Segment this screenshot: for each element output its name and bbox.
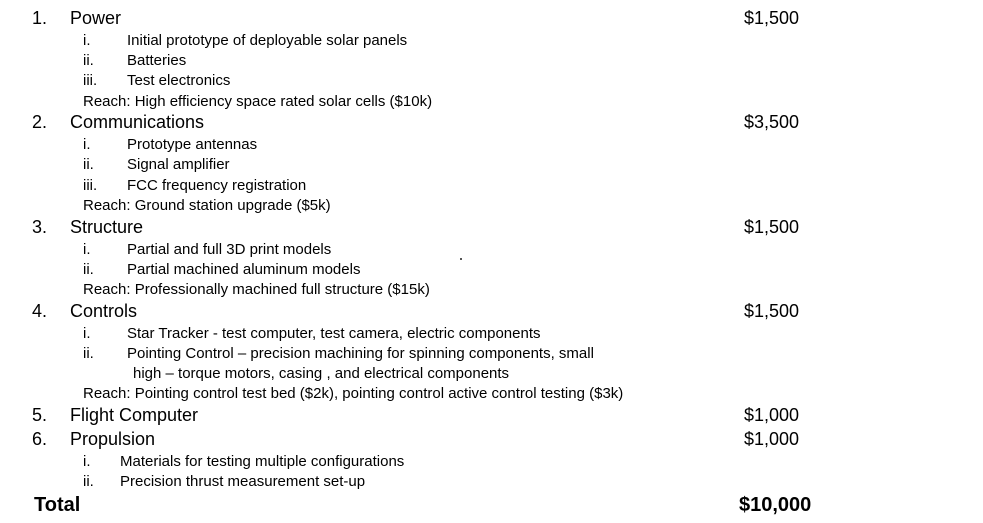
item-text: Initial prototype of deployable solar panels bbox=[127, 32, 408, 49]
item-text: Batteries bbox=[127, 52, 187, 69]
item-text: Prototype antennas bbox=[127, 136, 258, 153]
total-label: Total bbox=[34, 494, 81, 516]
stray-dot bbox=[460, 258, 462, 260]
item-text: Precision thrust measurement set-up bbox=[120, 473, 366, 490]
category-amount-propulsion: $1,000 bbox=[744, 429, 800, 449]
item-text: Pointing Control – precision machining for spinning components, small bbox=[127, 345, 594, 362]
item-text: Signal amplifier bbox=[127, 156, 230, 173]
category-number: 1. bbox=[32, 8, 48, 28]
category-number: 3. bbox=[32, 217, 48, 237]
item-number: ii. bbox=[83, 261, 94, 278]
category-number: 5. bbox=[32, 405, 48, 425]
reach-goal-structure: Reach: Professionally machined full structure ($15k) bbox=[83, 281, 430, 298]
reach-goal-controls: Reach: Pointing control test bed ($2k), pointing control active control testing ($3k) bbox=[83, 385, 624, 402]
item-number: iii. bbox=[83, 177, 98, 194]
item-number: i. bbox=[83, 453, 91, 470]
item-text: FCC frequency registration bbox=[127, 177, 307, 194]
item-number: i. bbox=[83, 241, 91, 258]
category-name-structure: Structure bbox=[70, 217, 144, 237]
item-text: Materials for testing multiple configurations bbox=[120, 453, 405, 470]
category-amount-flight-computer: $1,000 bbox=[744, 405, 800, 425]
item-number: ii. bbox=[83, 473, 94, 490]
item-number: iii. bbox=[83, 72, 98, 89]
item-text: Partial machined aluminum models bbox=[127, 261, 361, 278]
category-amount-power: $1,500 bbox=[744, 8, 800, 28]
item-text: Star Tracker - test computer, test camera, electric components bbox=[127, 325, 541, 342]
item-number: ii. bbox=[83, 156, 94, 173]
category-name-communications: Communications bbox=[70, 112, 205, 132]
item-number: i. bbox=[83, 325, 91, 342]
category-number: 2. bbox=[32, 112, 48, 132]
category-name-controls: Controls bbox=[70, 301, 138, 321]
total-amount: $10,000 bbox=[739, 494, 812, 516]
category-amount-communications: $3,500 bbox=[744, 112, 800, 132]
item-number: ii. bbox=[83, 52, 94, 69]
category-amount-structure: $1,500 bbox=[744, 217, 800, 237]
category-amount-controls: $1,500 bbox=[744, 301, 800, 321]
reach-goal-communications: Reach: Ground station upgrade ($5k) bbox=[83, 197, 331, 214]
item-text: Test electronics bbox=[127, 72, 231, 89]
category-name-flight-computer: Flight Computer bbox=[70, 405, 199, 425]
category-number: 6. bbox=[32, 429, 48, 449]
item-number: ii. bbox=[83, 345, 94, 362]
category-name-power: Power bbox=[70, 8, 122, 28]
item-text-continuation: high – torque motors, casing , and electrical components bbox=[133, 365, 510, 382]
item-number: i. bbox=[83, 32, 91, 49]
reach-goal-power: Reach: High efficiency space rated solar cells ($10k) bbox=[83, 93, 433, 110]
item-number: i. bbox=[83, 136, 91, 153]
category-name-propulsion: Propulsion bbox=[70, 429, 156, 449]
item-text: Partial and full 3D print models bbox=[127, 241, 332, 258]
category-number: 4. bbox=[32, 301, 48, 321]
